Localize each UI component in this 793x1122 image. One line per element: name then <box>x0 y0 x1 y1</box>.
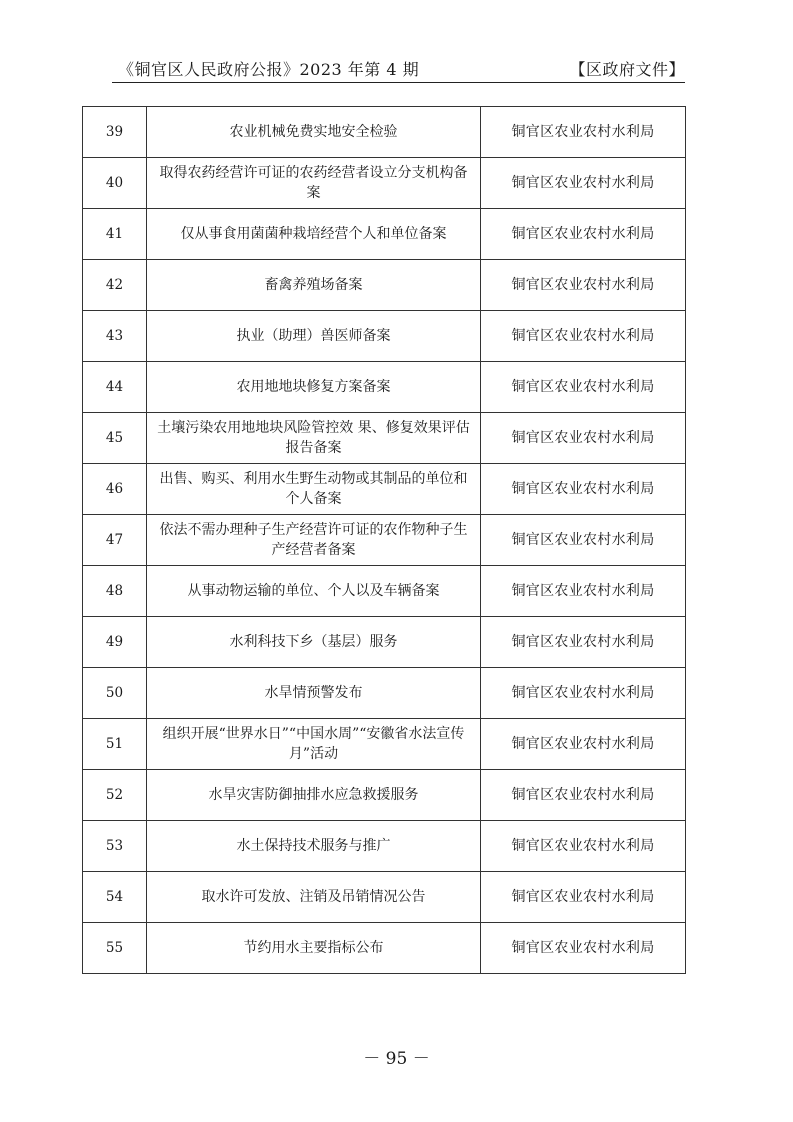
row-number-cell: 55 <box>83 923 147 974</box>
service-item-cell: 仅从事食用菌菌种栽培经营个人和单位备案 <box>147 209 481 260</box>
row-number-cell: 42 <box>83 260 147 311</box>
row-number-cell: 47 <box>83 515 147 566</box>
department-cell: 铜官区农业农村水利局 <box>481 566 686 617</box>
department-cell: 铜官区农业农村水利局 <box>481 617 686 668</box>
row-number-cell: 43 <box>83 311 147 362</box>
table-row <box>83 566 686 617</box>
table-row <box>83 107 686 158</box>
table-row <box>83 923 686 974</box>
table-row <box>83 515 686 566</box>
department-cell: 铜官区农业农村水利局 <box>481 362 686 413</box>
table-row <box>83 770 686 821</box>
service-item-cell: 农业机械免费实地安全检验 <box>147 107 481 158</box>
table-row <box>83 362 686 413</box>
row-number-cell: 48 <box>83 566 147 617</box>
service-item-cell: 从事动物运输的单位、个人以及车辆备案 <box>147 566 481 617</box>
row-number-cell: 49 <box>83 617 147 668</box>
row-number-cell: 50 <box>83 668 147 719</box>
table-body <box>83 107 686 974</box>
service-table <box>82 106 686 974</box>
header-section-label: 【区政府文件】 <box>569 60 685 79</box>
department-cell: 铜官区农业农村水利局 <box>481 872 686 923</box>
table-row <box>83 719 686 770</box>
row-number-cell: 45 <box>83 413 147 464</box>
service-item-cell: 依法不需办理种子生产经营许可证的农作物种子生产经营者备案 <box>147 515 481 566</box>
department-cell: 铜官区农业农村水利局 <box>481 515 686 566</box>
department-cell: 铜官区农业农村水利局 <box>481 668 686 719</box>
row-number-cell: 46 <box>83 464 147 515</box>
department-cell: 铜官区农业农村水利局 <box>481 464 686 515</box>
row-number-cell: 44 <box>83 362 147 413</box>
table-row <box>83 617 686 668</box>
service-item-cell: 取得农药经营许可证的农药经营者设立分支机构备案 <box>147 158 481 209</box>
table-row <box>83 413 686 464</box>
table-row <box>83 668 686 719</box>
service-item-cell: 执业（助理）兽医师备案 <box>147 311 481 362</box>
table-row <box>83 260 686 311</box>
table-row <box>83 209 686 260</box>
table-row <box>83 158 686 209</box>
department-cell: 铜官区农业农村水利局 <box>481 413 686 464</box>
table-row <box>83 821 686 872</box>
department-cell: 铜官区农业农村水利局 <box>481 260 686 311</box>
row-number-cell: 41 <box>83 209 147 260</box>
department-cell: 铜官区农业农村水利局 <box>481 209 686 260</box>
department-cell: 铜官区农业农村水利局 <box>481 158 686 209</box>
department-cell: 铜官区农业农村水利局 <box>481 311 686 362</box>
service-item-cell: 组织开展“世界水日”“中国水周”“安徽省水法宣传月”活动 <box>147 719 481 770</box>
row-number-cell: 54 <box>83 872 147 923</box>
service-item-cell: 出售、购买、利用水生野生动物或其制品的单位和个人备案 <box>147 464 481 515</box>
service-item-cell: 取水许可发放、注销及吊销情况公告 <box>147 872 481 923</box>
service-item-cell: 农用地地块修复方案备案 <box>147 362 481 413</box>
running-header <box>118 56 685 80</box>
service-table-container <box>82 106 685 974</box>
service-item-cell: 水旱情预警发布 <box>147 668 481 719</box>
service-item-cell: 水利科技下乡（基层）服务 <box>147 617 481 668</box>
service-item-cell: 水旱灾害防御抽排水应急救援服务 <box>147 770 481 821</box>
department-cell: 铜官区农业农村水利局 <box>481 107 686 158</box>
table-row <box>83 311 686 362</box>
service-item-cell: 土壤污染农用地地块风险管控效 果、修复效果评估报告备案 <box>147 413 481 464</box>
department-cell: 铜官区农业农村水利局 <box>481 821 686 872</box>
row-number-cell: 52 <box>83 770 147 821</box>
table-row <box>83 464 686 515</box>
row-number-cell: 51 <box>83 719 147 770</box>
row-number-cell: 40 <box>83 158 147 209</box>
header-publication-title: 《铜官区人民政府公报》2023 年第 4 期 <box>118 60 420 79</box>
service-item-cell: 节约用水主要指标公布 <box>147 923 481 974</box>
page-number: － 95 － <box>363 1049 430 1069</box>
department-cell: 铜官区农业农村水利局 <box>481 923 686 974</box>
service-item-cell: 水土保持技术服务与推广 <box>147 821 481 872</box>
department-cell: 铜官区农业农村水利局 <box>481 719 686 770</box>
department-cell: 铜官区农业农村水利局 <box>481 770 686 821</box>
table-row <box>83 872 686 923</box>
service-item-cell: 畜禽养殖场备案 <box>147 260 481 311</box>
row-number-cell: 53 <box>83 821 147 872</box>
header-rule <box>112 82 685 83</box>
row-number-cell: 39 <box>83 107 147 158</box>
